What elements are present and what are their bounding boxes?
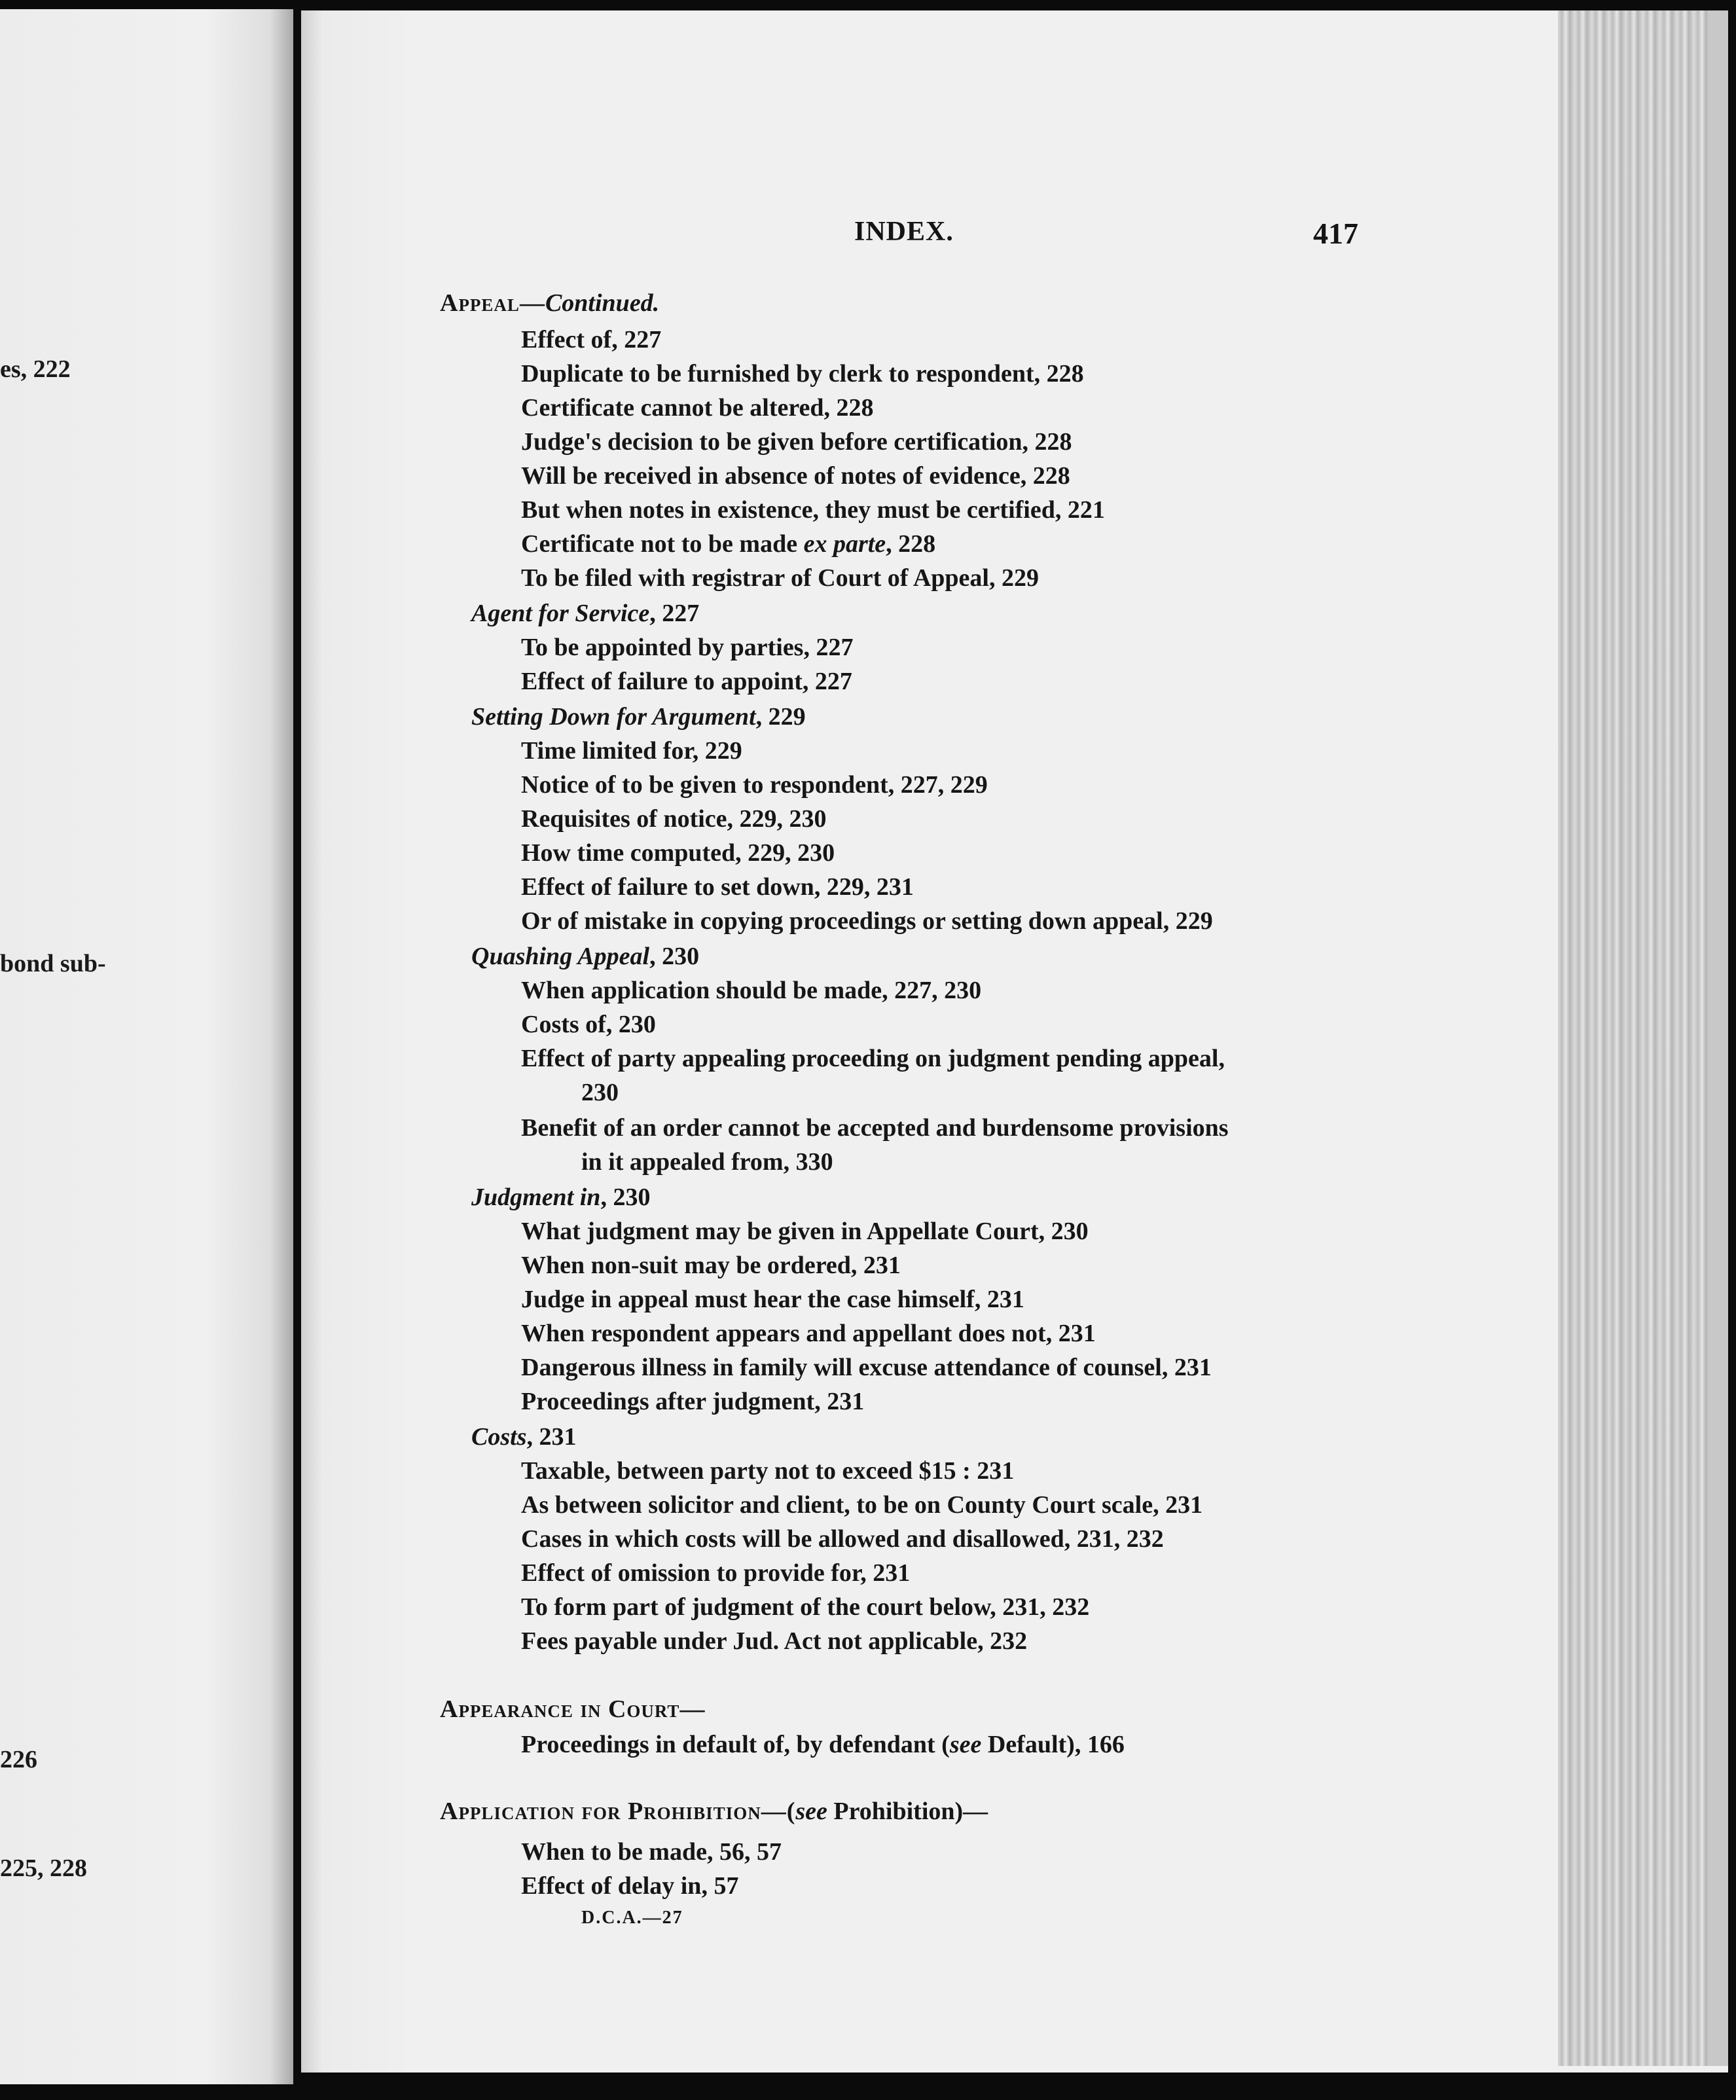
entry-text: When non-suit may be ordered, 231 [521,1252,901,1279]
entry-text: , 230 [649,943,700,970]
entry-text: Application for Prohibition—( [440,1798,796,1825]
index-entry [521,1629,1027,1654]
entry-text: As between solicitor and client, to be on County Court scale, 231 [521,1491,1203,1519]
entry-text: Proceedings in default of, by defendant ( [521,1731,950,1758]
entry-text: Costs of, 230 [521,1011,656,1038]
entry-italic-text: see [949,1731,982,1758]
entry-text: Time limited for, 229 [521,737,742,765]
index-entry [521,361,1084,386]
index-entry [521,1493,1203,1517]
index-entry [521,1355,1212,1380]
entry-text: What judgment may be given in Appellate Court, 230 [521,1218,1089,1245]
index-heading [440,1697,705,1722]
index-entry [521,1321,1096,1346]
entry-text: To be filed with registrar of Court of Appeal, 229 [521,564,1039,592]
index-entry [521,327,661,352]
entry-text: Effect of failure to set down, 229, 231 [521,873,914,901]
entry-italic-text: Setting Down for Argument [471,703,756,731]
left-facing-page [0,9,293,2084]
left-page-fragment: es, 222 [0,355,71,383]
entry-text: Appeal— [440,289,545,317]
left-page-fragment: bond sub- [0,950,106,977]
index-entry [521,498,1105,522]
index-subheading [471,944,699,969]
entry-text: Fees payable under Jud. Act not applicable, 232 [521,1627,1028,1655]
index-entry [521,841,835,865]
entry-italic-text: Judgment in [471,1184,601,1211]
index-entry [521,772,988,797]
entry-text: Benefit of an order cannot be accepted and burdensome provisions [521,1114,1229,1142]
index-entry [521,532,935,556]
entry-text: Judge in appeal must hear the case himself, 231 [521,1286,1024,1313]
entry-italic-text: Quashing Appeal [471,943,650,970]
entry-text: D.C.A.—27 [581,1908,683,1928]
index-entry [581,1909,683,1927]
index-entry [521,738,742,763]
entry-text: , 227 [649,600,700,627]
left-page-fragment: 225, 228 [0,1855,87,1882]
entry-text: Effect of delay in, 57 [521,1872,739,1900]
index-entry [521,875,914,899]
index-entry [521,1527,1164,1551]
index-entry [521,909,1213,933]
entry-text: Appearance in Court— [440,1695,706,1723]
entry-text: Certificate cannot be altered, 228 [521,394,874,422]
index-entry [521,395,874,420]
index-heading [440,291,659,316]
index-entry [521,1115,1229,1140]
index-page [301,10,1728,2073]
entry-text: , 229 [755,703,806,731]
entry-text: , 228 [886,530,936,558]
index-entry [521,1458,1014,1483]
index-subheading [471,704,806,729]
entry-text: Judge's decision to be given before certification, 228 [521,428,1072,456]
entry-text: But when notes in existence, they must be certified, 221 [521,496,1105,524]
index-entry [521,1046,1225,1071]
book-page-edges [1558,10,1728,2066]
entry-text: When to be made, 56, 57 [521,1838,782,1866]
entry-text: , 230 [600,1184,651,1211]
index-entry [521,978,981,1003]
entry-text: Effect of party appealing proceeding on judgment pending appeal, [521,1045,1225,1072]
index-entry [581,1080,619,1105]
index-entry [521,566,1039,590]
left-page-fragment: 226 [0,1746,37,1773]
index-entry [521,1874,738,1898]
index-subheading [471,1424,576,1449]
entry-text: Cases in which costs will be allowed and disallowed, 231, 232 [521,1525,1164,1553]
entry-text: Will be received in absence of notes of evidence, 228 [521,462,1070,490]
entry-text: When respondent appears and appellant does not, 231 [521,1320,1096,1347]
index-entry [521,1595,1089,1620]
entry-text: Effect of omission to provide for, 231 [521,1559,911,1587]
index-entry [521,1287,1024,1312]
entry-text: To form part of judgment of the court below, 231, 232 [521,1593,1090,1621]
index-entry [521,1012,656,1037]
index-entry [521,1219,1089,1244]
entry-text: Prohibition)— [827,1798,988,1825]
entry-text: Duplicate to be furnished by clerk to respondent, 228 [521,360,1084,388]
entry-text: Effect of failure to appoint, 227 [521,668,852,695]
entry-text: 230 [581,1079,619,1106]
index-entry [521,1732,1125,1757]
entry-text: Proceedings after judgment, 231 [521,1388,865,1415]
index-entry [521,1389,864,1414]
index-heading [440,1799,988,1824]
index-entry [521,1839,782,1864]
index-subheading [471,1185,650,1210]
index-entry [521,635,853,660]
entry-text: Dangerous illness in family will excuse attendance of counsel, 231 [521,1354,1212,1381]
entry-text: How time computed, 229, 230 [521,839,835,867]
index-entry [521,669,852,694]
entry-text: in it appealed from, 330 [581,1148,833,1176]
index-entry [521,463,1070,488]
entry-text: Notice of to be given to respondent, 227, 229 [521,771,988,799]
entry-italic-text: Agent for Service [471,600,650,627]
entry-text: Effect of, 227 [521,326,662,353]
entry-text: Certificate not to be made [521,530,804,558]
page-number: 417 [1313,217,1358,250]
index-subheading [471,601,699,626]
entry-italic-text: see [795,1798,827,1825]
index-entry [581,1150,833,1174]
entry-italic-text: Costs [471,1423,527,1451]
entry-text: Requisites of notice, 229, 230 [521,805,827,833]
index-entry [521,806,827,831]
page-title: INDEX. [854,217,954,247]
index-entry [521,1561,910,1585]
entry-text: Taxable, between party not to exceed $15 : 231 [521,1457,1015,1485]
entry-text: To be appointed by parties, 227 [521,634,854,661]
entry-text: Or of mistake in copying proceedings or setting down appeal, 229 [521,907,1213,935]
entry-text: Default), 166 [981,1731,1125,1758]
entry-italic-text: Continued. [545,289,660,317]
index-entry [521,1253,901,1278]
index-entry [521,429,1072,454]
entry-text: , 231 [526,1423,577,1451]
entry-text: When application should be made, 227, 230 [521,977,982,1004]
entry-italic-text: ex parte [803,530,886,558]
